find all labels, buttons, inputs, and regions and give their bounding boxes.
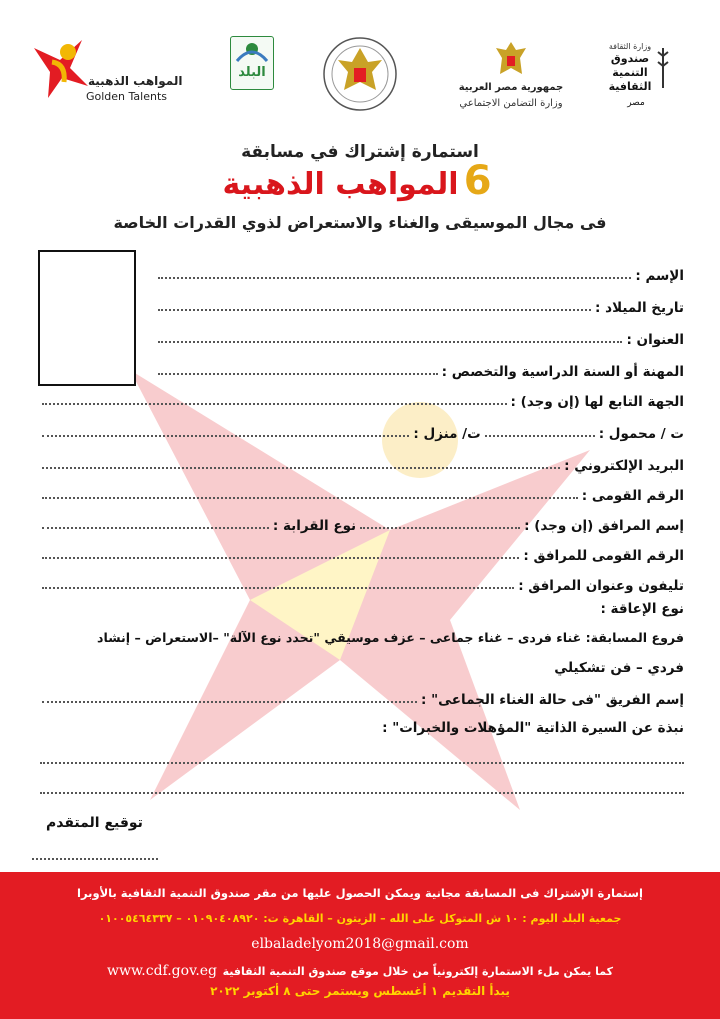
entity-label: الجهة التابع لها (إن وجد) : [510,394,684,410]
hands-icon [231,39,273,65]
bio-label: نبذة عن السيرة الذاتية "المؤهلات والخبرات" : [382,720,684,736]
golden-talents-en: Golden Talents [86,90,168,103]
entity-row[interactable] [38,388,684,410]
companion-row[interactable] [38,512,684,534]
national-id-row[interactable] [38,482,684,504]
bio-line-2[interactable] [40,792,684,794]
companion-phone-label: تليفون وعنوان المرافق : [518,578,684,594]
phone-row[interactable] [38,420,684,442]
fund-ar-text: صندوق [610,52,650,65]
form-title-text: المواهب الذهبية [222,167,459,202]
form-title [0,158,720,204]
fund-ar3-text: الثقافية [608,80,652,93]
footer-online-text: كما يمكن ملء الاستمارة إلكترونياً من خلال موقع صندوق التنمية الثقافية [222,965,613,978]
companion-id-row[interactable] [38,542,684,564]
relation-label: نوع القرابة : [272,518,357,534]
disability-label: نوع الإعاقة : [600,601,684,617]
footer-email[interactable]: elbaladelyom2018@gmail.com [251,936,469,952]
mobile-label: ت / محمول : [598,426,684,442]
form-subtitle: استمارة إشتراك في مسابقة [241,142,479,162]
signature-label: توقيع المتقدم [46,815,143,831]
name-row[interactable] [154,262,684,284]
footer-website[interactable]: www.cdf.gov.eg [107,963,218,979]
branches-line-1: فروع المسابقة: غناء فردى – غناء جماعى – عزف موسيقي "تحدد نوع الآلة" –الاستعراض – إنشاد [97,630,684,645]
companion-id-label: الرقم القومى للمرافق : [523,548,684,564]
edition-number: 6 [463,158,492,204]
companion-phone-row[interactable] [38,572,684,594]
team-name-row[interactable] [38,686,684,708]
wheat-icon [656,46,670,90]
team-name-label: إسم الفريق "فى حالة الغناء الجماعى" : [421,692,684,708]
egypt-republic-text: جمهورية مصر العربية [458,82,564,93]
email-row[interactable] [38,452,684,474]
eagle-icon [494,40,528,80]
golden-talents-ar: المواهب الذهبية [88,74,183,88]
star-logo-icon [30,34,90,100]
signature-line[interactable] [32,858,158,860]
profession-row[interactable] [154,358,684,380]
address-row[interactable] [154,326,684,348]
footer-dates: يبدأ التقديم ١ أغسطس ويستمر حتى ٨ أكتوبر ٢٠٢٢ [210,984,510,998]
bio-line-1[interactable] [40,762,684,764]
egypt-word: مصر [627,98,645,108]
footer-online-note [0,960,720,979]
birth-label: تاريخ الميلاد : [595,300,684,316]
ministry-seal [320,34,400,130]
companion-name-label: إسم المرافق (إن وجد) : [524,518,684,534]
name-label: الإسم : [635,268,684,284]
ministry-text: وزارة التضامن الاجتماعي [459,98,563,109]
albalad-text: البلد [238,65,266,80]
address-label: العنوان : [626,332,684,348]
cultural-fund-logo [600,42,666,108]
footer-association-address: جمعية البلد اليوم : ١٠ ش المتوكل على الله – الزيتون – القاهرة ت: ٠١٠٩٠٤٠٨٩٢٠ – ٠١٠٠٥٤٦٤٣٣٧ [98,912,622,925]
photo-box[interactable] [38,250,136,386]
footer-banner [0,872,720,1019]
egypt-republic-logo [456,40,566,116]
fund-top-text: وزارة الثقافة [608,42,652,51]
fund-ar2-text: التنمية [612,66,648,79]
home-phone-label: ت/ منزل : [413,426,481,442]
national-id-label: الرقم القومى : [581,488,684,504]
email-label: البريد الإلكتروني : [564,458,684,474]
profession-label: المهنة أو السنة الدراسية والتخصص : [441,364,684,380]
albalad-logo [230,36,274,90]
golden-talents-logo [30,34,200,104]
eagle-seal-icon [320,34,400,114]
footer-free-form-note: إستمارة الإشتراك فى المسابقة مجانية ويمكن الحصول عليها من مقر صندوق التنمية الثقافية بالأوبرا [77,886,643,900]
branches-line-2: فردي – فن تشكيلي [554,660,684,676]
birth-row[interactable] [154,294,684,316]
form-field-description: فى مجال الموسيقى والغناء والاستعراض لذوي القدرات الخاصة [113,213,607,232]
